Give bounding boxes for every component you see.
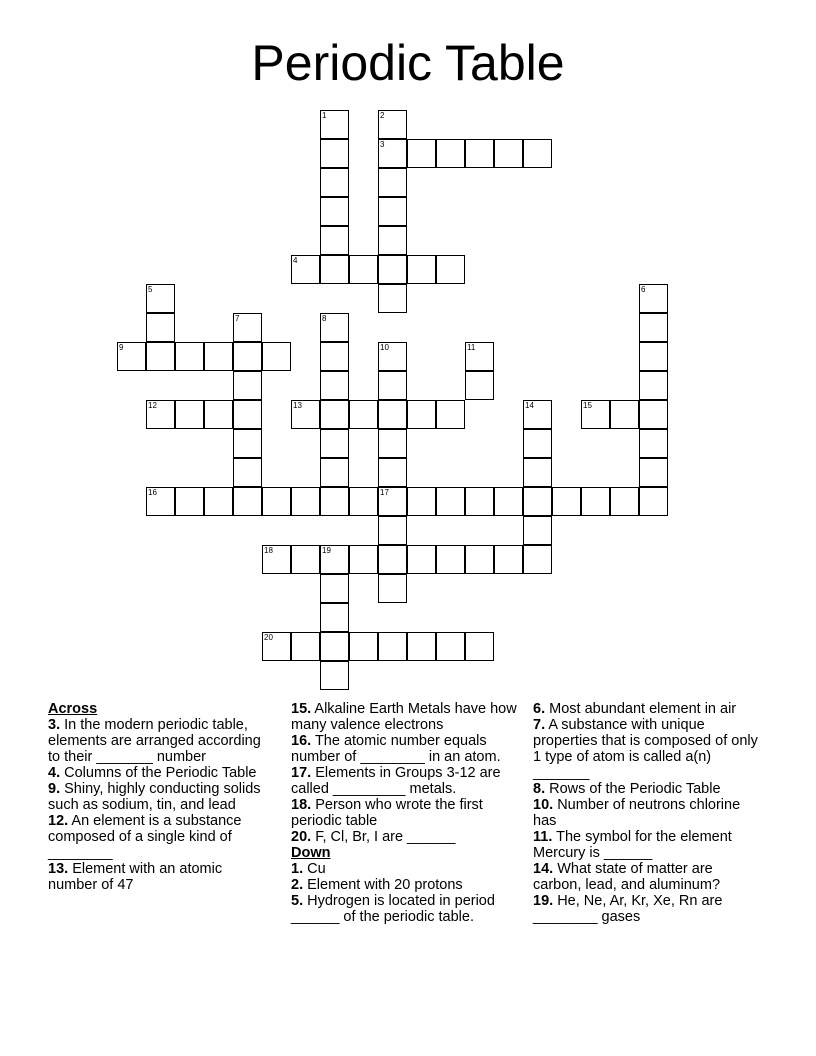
grid-cell[interactable] bbox=[523, 545, 552, 574]
cell-number: 7 bbox=[235, 314, 240, 323]
clue-across-13: 13. Element with an atomic number of 47 bbox=[48, 861, 223, 893]
grid-cell[interactable] bbox=[204, 400, 233, 429]
grid-cell[interactable] bbox=[407, 632, 436, 661]
grid-cell[interactable] bbox=[233, 487, 262, 516]
grid-cell[interactable] bbox=[349, 632, 378, 661]
grid-cell[interactable] bbox=[262, 342, 291, 371]
grid-cell[interactable] bbox=[378, 487, 407, 516]
grid-cell[interactable] bbox=[233, 429, 262, 458]
grid-cell[interactable] bbox=[320, 110, 349, 139]
grid-cell[interactable] bbox=[378, 139, 407, 168]
clue-column-1 bbox=[48, 701, 270, 893]
grid-cell[interactable] bbox=[378, 255, 407, 284]
grid-cell[interactable] bbox=[436, 255, 465, 284]
grid-cell[interactable] bbox=[639, 487, 668, 516]
clue-across-17: 17. Elements in Groups 3-12 are called _________ metals. bbox=[291, 765, 501, 797]
grid-cell[interactable] bbox=[291, 400, 320, 429]
grid-cell[interactable] bbox=[117, 342, 146, 371]
grid-cell[interactable] bbox=[320, 400, 349, 429]
grid-cell[interactable] bbox=[465, 545, 494, 574]
grid-cell[interactable] bbox=[494, 545, 523, 574]
grid-cell[interactable] bbox=[465, 632, 494, 661]
clue-down-8: 8. Rows of the Periodic Table bbox=[533, 781, 721, 797]
cell-number: 19 bbox=[322, 546, 331, 555]
grid-cell[interactable] bbox=[175, 400, 204, 429]
cell-number: 6 bbox=[641, 285, 646, 294]
clue-across-16: 16. The atomic number equals number of ________ in an atom. bbox=[291, 733, 501, 765]
grid-cell[interactable] bbox=[262, 632, 291, 661]
grid-cell[interactable] bbox=[407, 487, 436, 516]
grid-cell[interactable] bbox=[320, 603, 349, 632]
grid-cell[interactable] bbox=[291, 545, 320, 574]
cell-number: 14 bbox=[525, 401, 534, 410]
grid-cell[interactable] bbox=[552, 487, 581, 516]
clue-down-7: 7. A substance with unique properties that is composed of only 1 type of atom is called a(n) _______ bbox=[533, 717, 758, 781]
grid-cell[interactable] bbox=[465, 487, 494, 516]
grid-cell[interactable] bbox=[378, 574, 407, 603]
grid-cell[interactable] bbox=[639, 400, 668, 429]
clue-across-4: 4. Columns of the Periodic Table bbox=[48, 765, 257, 781]
grid-cell[interactable] bbox=[407, 400, 436, 429]
clue-down-2: 2. Element with 20 protons bbox=[291, 877, 463, 893]
grid-cell[interactable] bbox=[639, 284, 668, 313]
page-title: Periodic Table bbox=[251, 35, 565, 91]
grid-cell[interactable] bbox=[349, 545, 378, 574]
grid-cell[interactable] bbox=[378, 110, 407, 139]
grid-cell[interactable] bbox=[320, 632, 349, 661]
grid-cell[interactable] bbox=[523, 139, 552, 168]
grid-cell[interactable] bbox=[436, 632, 465, 661]
clue-column-3 bbox=[533, 701, 765, 925]
cell-number: 3 bbox=[380, 140, 385, 149]
clue-down-1: 1. Cu bbox=[291, 861, 326, 877]
cell-number: 13 bbox=[293, 401, 302, 410]
grid-cell[interactable] bbox=[378, 226, 407, 255]
grid-cell[interactable] bbox=[291, 487, 320, 516]
grid-cell[interactable] bbox=[320, 574, 349, 603]
cell-number: 16 bbox=[148, 488, 157, 497]
cell-number: 11 bbox=[467, 343, 476, 352]
cell-number: 20 bbox=[264, 633, 273, 642]
grid-cell[interactable] bbox=[349, 400, 378, 429]
grid-cell[interactable] bbox=[639, 429, 668, 458]
grid-cell[interactable] bbox=[233, 313, 262, 342]
grid-cell[interactable] bbox=[610, 487, 639, 516]
clue-down-5: 5. Hydrogen is located in period ______ of the periodic table. bbox=[291, 893, 495, 925]
cell-number: 5 bbox=[148, 285, 153, 294]
grid-cell[interactable] bbox=[494, 139, 523, 168]
grid-cell[interactable] bbox=[175, 487, 204, 516]
grid-cell[interactable] bbox=[233, 342, 262, 371]
grid-cell[interactable] bbox=[320, 168, 349, 197]
grid-cell[interactable] bbox=[349, 255, 378, 284]
grid-cell[interactable] bbox=[320, 197, 349, 226]
grid-cell[interactable] bbox=[436, 400, 465, 429]
grid-cell[interactable] bbox=[378, 545, 407, 574]
grid-cell[interactable] bbox=[581, 400, 610, 429]
grid-cell[interactable] bbox=[465, 139, 494, 168]
grid-cell[interactable] bbox=[204, 487, 233, 516]
grid-cell[interactable] bbox=[320, 255, 349, 284]
grid-cell[interactable] bbox=[523, 487, 552, 516]
grid-cell[interactable] bbox=[320, 313, 349, 342]
clue-across-9: 9. Shiny, highly conducting solids such as sodium, tin, and lead bbox=[48, 781, 261, 813]
grid-cell[interactable] bbox=[610, 400, 639, 429]
grid-cell[interactable] bbox=[320, 661, 349, 690]
grid-cell[interactable] bbox=[494, 487, 523, 516]
grid-cell[interactable] bbox=[146, 313, 175, 342]
grid-cell[interactable] bbox=[291, 632, 320, 661]
grid-cell[interactable] bbox=[320, 458, 349, 487]
grid-cell[interactable] bbox=[378, 458, 407, 487]
grid-cell[interactable] bbox=[146, 487, 175, 516]
clue-down-14: 14. What state of matter are carbon, lead, and aluminum? bbox=[533, 861, 721, 893]
grid-cell[interactable] bbox=[291, 255, 320, 284]
clue-across-3: 3. In the modern periodic table, elements are arranged according to their _______ number bbox=[48, 717, 261, 765]
cell-number: 17 bbox=[380, 488, 389, 497]
cell-number: 10 bbox=[380, 343, 389, 352]
grid-cell[interactable] bbox=[349, 487, 378, 516]
grid-cell[interactable] bbox=[320, 371, 349, 400]
grid-cell[interactable] bbox=[436, 139, 465, 168]
grid-cell[interactable] bbox=[262, 487, 291, 516]
grid-cell[interactable] bbox=[262, 545, 291, 574]
cell-number: 4 bbox=[293, 256, 298, 265]
grid-cell[interactable] bbox=[523, 516, 552, 545]
clue-down-11: 11. The symbol for the element Mercury is ______ bbox=[533, 829, 732, 861]
grid-cell[interactable] bbox=[639, 313, 668, 342]
grid-cell[interactable] bbox=[146, 342, 175, 371]
grid-cell[interactable] bbox=[320, 487, 349, 516]
grid-cell[interactable] bbox=[320, 139, 349, 168]
grid-cell[interactable] bbox=[378, 429, 407, 458]
grid-cell[interactable] bbox=[639, 342, 668, 371]
cell-number: 12 bbox=[148, 401, 157, 410]
cell-number: 1 bbox=[322, 111, 327, 120]
clue-down-19: 19. He, Ne, Ar, Kr, Xe, Rn are ________ gases bbox=[533, 893, 723, 925]
grid-cell[interactable] bbox=[465, 371, 494, 400]
grid-cell[interactable] bbox=[378, 400, 407, 429]
clue-down-6: 6. Most abundant element in air bbox=[533, 701, 737, 717]
grid-cell[interactable] bbox=[465, 342, 494, 371]
cell-number: 9 bbox=[119, 343, 124, 352]
grid-cell[interactable] bbox=[204, 342, 233, 371]
grid-cell[interactable] bbox=[378, 168, 407, 197]
grid-cell[interactable] bbox=[233, 458, 262, 487]
grid-cell[interactable] bbox=[523, 400, 552, 429]
grid-cell[interactable] bbox=[320, 429, 349, 458]
clue-across-20: 20. F, Cl, Br, I are ______ bbox=[291, 829, 456, 845]
clue-across-15: 15. Alkaline Earth Metals have how many valence electrons bbox=[291, 701, 517, 733]
cell-number: 2 bbox=[380, 111, 385, 120]
grid-cell[interactable] bbox=[378, 342, 407, 371]
grid-cell[interactable] bbox=[378, 516, 407, 545]
clue-across-12: 12. An element is a substance composed of a single kind of ________ bbox=[48, 813, 242, 861]
grid-cell[interactable] bbox=[378, 284, 407, 313]
grid-cell[interactable] bbox=[378, 197, 407, 226]
grid-cell[interactable] bbox=[320, 342, 349, 371]
grid-cell[interactable] bbox=[523, 458, 552, 487]
grid-cell[interactable] bbox=[407, 139, 436, 168]
cell-number: 18 bbox=[264, 546, 273, 555]
clue-down-10: 10. Number of neutrons chlorine has bbox=[533, 797, 741, 829]
cell-number: 8 bbox=[322, 314, 327, 323]
grid-cell[interactable] bbox=[581, 487, 610, 516]
grid-cell[interactable] bbox=[146, 400, 175, 429]
grid-cell[interactable] bbox=[436, 545, 465, 574]
grid-cell[interactable] bbox=[436, 487, 465, 516]
grid-cell[interactable] bbox=[233, 400, 262, 429]
across-heading: Across bbox=[48, 701, 98, 717]
grid-cell[interactable] bbox=[378, 632, 407, 661]
grid-cell[interactable] bbox=[146, 284, 175, 313]
grid-cell[interactable] bbox=[233, 371, 262, 400]
grid-cell[interactable] bbox=[175, 342, 204, 371]
grid-cell[interactable] bbox=[523, 429, 552, 458]
clue-column-2 bbox=[291, 701, 523, 925]
down-heading: Down bbox=[291, 845, 331, 861]
grid-cell[interactable] bbox=[378, 371, 407, 400]
cell-number: 15 bbox=[583, 401, 592, 410]
grid-cell[interactable] bbox=[639, 458, 668, 487]
grid-cell[interactable] bbox=[320, 226, 349, 255]
grid-cell[interactable] bbox=[407, 255, 436, 284]
grid-cell[interactable] bbox=[639, 371, 668, 400]
grid-cell[interactable] bbox=[320, 545, 349, 574]
grid-cell[interactable] bbox=[407, 545, 436, 574]
clue-across-18: 18. Person who wrote the first periodic table bbox=[291, 797, 483, 829]
